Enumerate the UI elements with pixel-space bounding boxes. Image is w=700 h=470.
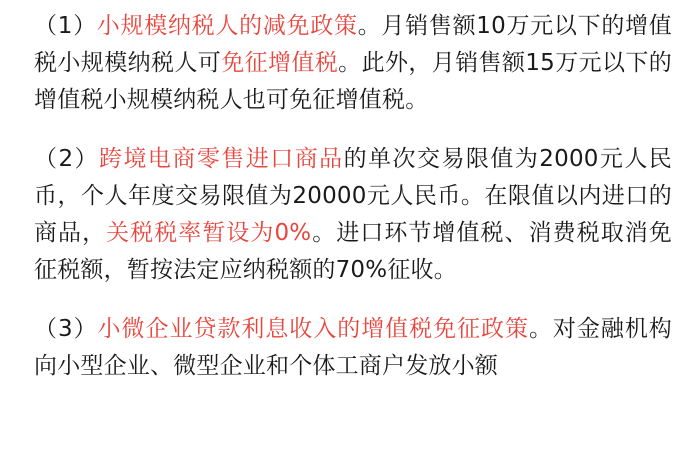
highlighted-text-run: 免征增值税 [221, 50, 339, 76]
highlighted-text-run: 跨境电商零售进口商品 [99, 146, 344, 172]
text-run: 的单次交易限值为2000元人民币，个人年度交易限值为20000元人民币。在限值以内进口的商品， [34, 146, 672, 246]
text-run: 。进口环节增值税、消费税取消免征税额，暂按法定应纳税额的70%征收。 [34, 220, 672, 283]
text-run: 。对金融机构向小型企业、微型企业和个体工商户发放小额 [34, 316, 673, 379]
text-run: （3） [34, 316, 98, 342]
paragraph-item-2 [34, 141, 672, 289]
text-run: （1） [34, 13, 97, 39]
text-run: 。此外，月销售额15万元以下的增值税小规模纳税人也可免征增值税。 [34, 50, 672, 113]
paragraph-item-1 [34, 8, 672, 119]
text-run: （2） [34, 146, 100, 172]
highlighted-text-run: 关税税率暂设为0% [106, 220, 312, 246]
highlighted-text-run: 小规模纳税人的减免政策 [96, 13, 358, 39]
highlighted-text-run: 小微企业贷款利息收入的增值税免征政策 [97, 316, 529, 342]
text-run: 。月销售额10万元以下的增值税小规模纳税人可 [34, 13, 672, 76]
paragraph-item-3 [34, 311, 672, 385]
